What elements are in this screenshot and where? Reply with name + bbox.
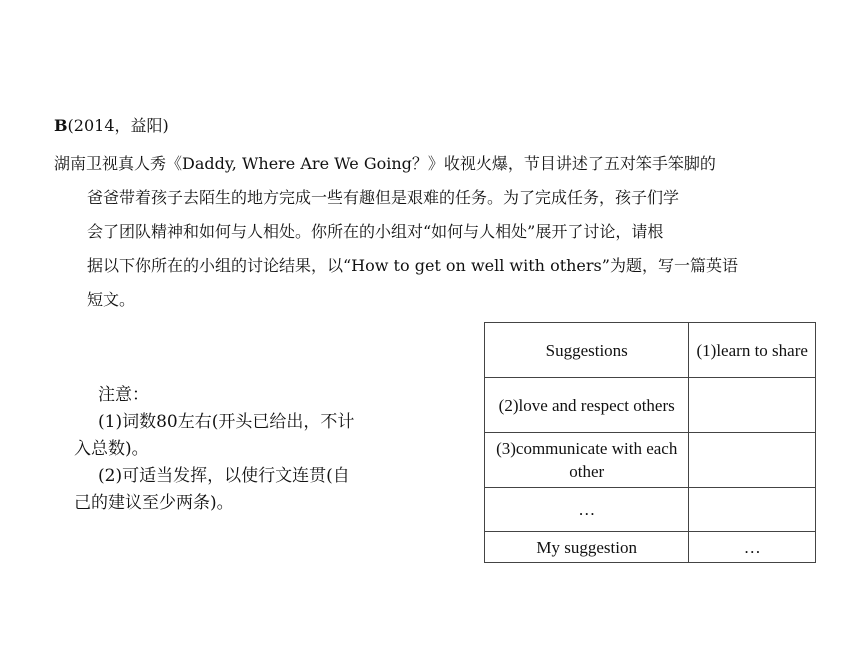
note-item-2-line-1: (2)可适当发挥，以使行文连贯(自 — [98, 466, 350, 486]
task-paragraph — [54, 147, 824, 317]
table-cell: … — [485, 488, 689, 532]
note-item-1-line-2: 入总数)。 — [74, 439, 149, 459]
paragraph-line: 会了团队精神和如何与人相处。你所在的小组对“如何与人相处”展开了讨论，请根 — [87, 222, 664, 241]
table-row — [485, 488, 816, 532]
table-cell: (2)love and respect others — [485, 378, 689, 433]
suggestions-table — [484, 322, 816, 563]
table-row — [485, 378, 816, 433]
table-row — [485, 532, 816, 563]
note-item-2-line-2: 己的建议至少两条)。 — [74, 493, 234, 513]
note-item-1-line-1: (1)词数80左右(开头已给出，不计 — [98, 412, 355, 432]
table-cell — [689, 488, 816, 532]
table-cell: (1)learn to share — [689, 323, 816, 378]
exercise-source: (2014，益阳) — [67, 116, 169, 135]
notes-title: 注意： — [98, 385, 149, 405]
exercise-heading — [54, 114, 169, 138]
notes-block — [74, 382, 414, 517]
paragraph-line: 短文。 — [87, 290, 136, 309]
paragraph-line: 湖南卫视真人秀《Daddy, Where Are We Going？》收视火爆，节目讲述了五对笨手笨脚的 — [54, 154, 716, 173]
table-cell — [689, 433, 816, 488]
table-row — [485, 323, 816, 378]
table-cell: (3)communicate with each other — [485, 433, 689, 488]
exercise-letter: B — [54, 116, 68, 135]
table-cell — [689, 378, 816, 433]
paragraph-line: 爸爸带着孩子去陌生的地方完成一些有趣但是艰难的任务。为了完成任务，孩子们学 — [87, 188, 680, 207]
paragraph-line: 据以下你所在的小组的讨论结果，以“How to get on well with others”为题，写一篇英语 — [87, 256, 738, 275]
table-cell: Suggestions — [485, 323, 689, 378]
table-row — [485, 433, 816, 488]
table-cell: My suggestion — [485, 532, 689, 563]
table-cell: … — [689, 532, 816, 563]
